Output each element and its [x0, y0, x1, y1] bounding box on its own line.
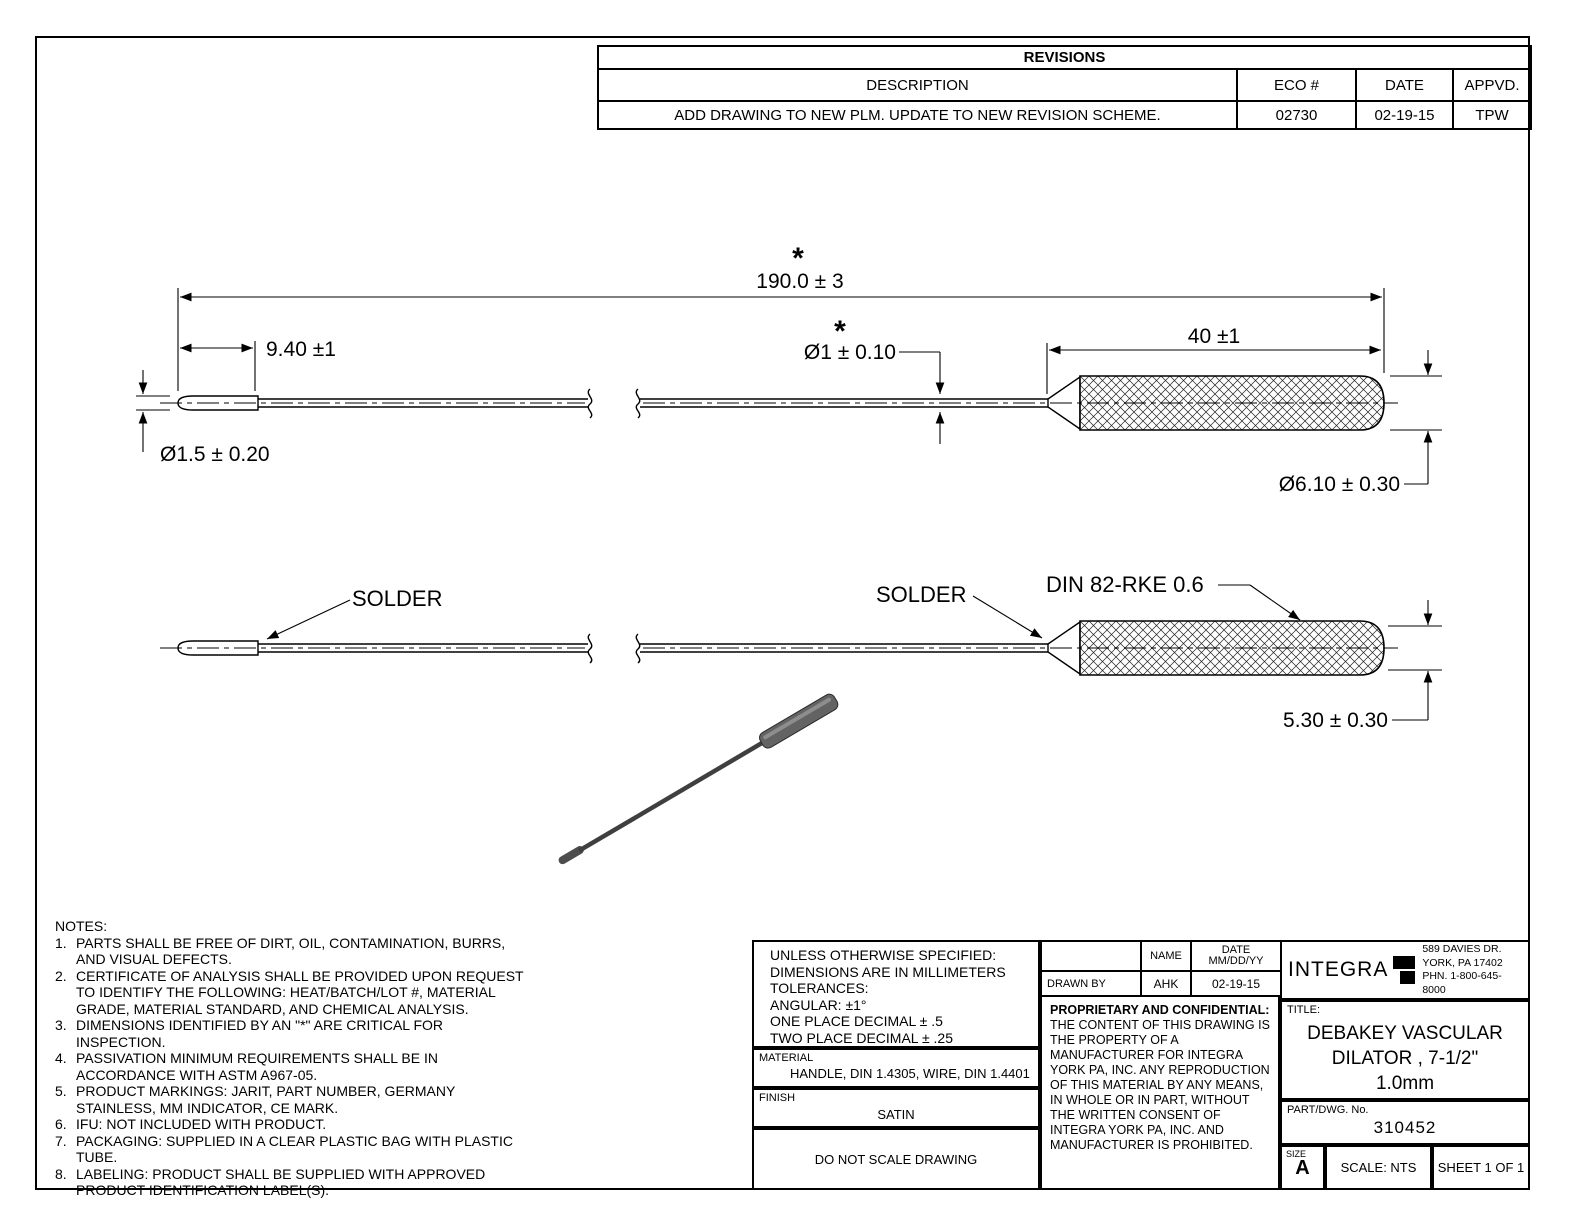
note-item-5 — [55, 1083, 527, 1116]
company-name: INTEGRA — [1288, 958, 1389, 981]
callout-solder-left — [267, 586, 442, 639]
size-label: SIZE — [1286, 1149, 1307, 1159]
scale-box — [1325, 1145, 1432, 1190]
material-box — [752, 1048, 1040, 1088]
do-not-scale-box — [752, 1128, 1040, 1190]
drawn-by-name: AHK — [1141, 971, 1191, 996]
approvals-date-header: DATE MM/DD/YY — [1191, 941, 1281, 971]
dimension-tip-length — [180, 338, 336, 391]
note-item-6 — [55, 1116, 527, 1133]
critical-marker-wire: * — [834, 315, 846, 348]
sheet-value: SHEET 1 OF 1 — [1437, 1160, 1525, 1175]
note-number: 8. — [55, 1165, 67, 1182]
callout-solder-right — [876, 582, 1042, 638]
finish-box — [752, 1088, 1040, 1128]
revisions-header-description: DESCRIPTION — [598, 69, 1237, 101]
title-box — [1280, 1000, 1530, 1100]
dimension-tip-diameter — [136, 370, 270, 466]
revisions-header-appvd: APPVD. — [1453, 69, 1531, 101]
part-number-label: PART/DWG. No. — [1287, 1104, 1369, 1116]
note-text: PASSIVATION MINIMUM REQUIREMENTS SHALL BE IN ACCORDANCE WITH ASTM A967-05. — [76, 1050, 438, 1083]
material-value: HANDLE, DIN 1.4305, WIRE, DIN 1.4401 — [790, 1066, 1030, 1081]
revision-eco: 02730 — [1237, 101, 1356, 129]
note-number: 4. — [55, 1050, 67, 1066]
part-number-value: 310452 — [1373, 1118, 1437, 1137]
size-box — [1280, 1145, 1325, 1190]
note-text: PRODUCT MARKINGS: JARIT, PART NUMBER, GERMANY STAINLESS, MM INDICATOR, CE MARK. — [76, 1083, 456, 1116]
revisions-title: REVISIONS — [598, 46, 1531, 69]
revisions-header-eco: ECO # — [1237, 69, 1356, 101]
proprietary-text: THE CONTENT OF THIS DRAWING IS THE PROPERTY OF A MANUFACTURER FOR INTEGRA YORK PA, INC. ANY REPRODUCTION OF THIS MATERIAL BY ANY MEANS, IN WHOLE OR IN PART, WITHOUT THE WRITTEN CONSENT OF INTEGRA YORK PA, INC. AND MANUFACTURER IS PROHIBITED. — [1050, 1018, 1270, 1152]
company-box — [1280, 940, 1530, 1000]
callout-knurl-spec — [1046, 572, 1300, 620]
dim-handle-length: 40 ±1 — [1187, 325, 1241, 348]
integra-logo-icon — [1393, 954, 1417, 986]
revisions-header-date: DATE — [1356, 69, 1453, 101]
dim-tip-diameter: Ø1.5 ± 0.20 — [160, 443, 270, 466]
dim-overall-length: 190.0 ± 3 — [756, 270, 844, 293]
note-item-3 — [55, 1017, 527, 1050]
company-phone: PHN. 1-800-645-8000 — [1422, 970, 1502, 996]
note-text: LABELING: PRODUCT SHALL BE SUPPLIED WITH APPROVED PRODUCT IDENTIFICATION LABEL(S). — [76, 1165, 486, 1198]
note-number: 1. — [55, 934, 67, 951]
part-number-box — [1280, 1100, 1530, 1145]
tolerance-line: DIMENSIONS ARE IN MILLIMETERS — [770, 963, 1006, 980]
side-view — [160, 621, 1398, 675]
isometric-view — [555, 692, 840, 870]
tolerance-line: TWO PLACE DECIMAL ± .25 — [770, 1029, 953, 1046]
note-text: PARTS SHALL BE FREE OF DIRT, OIL, CONTAMINATION, BURRS, AND VISUAL DEFECTS. — [76, 934, 506, 967]
revision-appvd: TPW — [1453, 101, 1531, 129]
approvals-name-header: NAME — [1141, 941, 1191, 971]
company-address-line1: 589 DAVIES DR. — [1422, 943, 1502, 955]
title-block — [752, 940, 1530, 1190]
tolerance-line: UNLESS OTHERWISE SPECIFIED: — [770, 947, 997, 963]
notes-section — [55, 918, 527, 1199]
note-text: PACKAGING: SUPPLIED IN A CLEAR PLASTIC BAG WITH PLASTIC TUBE. — [76, 1132, 513, 1165]
revision-description: ADD DRAWING TO NEW PLM. UPDATE TO NEW REVISION SCHEME. — [598, 101, 1237, 129]
solder-label-right: SOLDER — [876, 582, 967, 607]
dim-handle-diameter: Ø6.10 ± 0.30 — [1278, 473, 1400, 496]
proprietary-title: PROPRIETARY AND CONFIDENTIAL: — [1050, 1003, 1270, 1017]
note-number: 2. — [55, 967, 67, 984]
drawn-by-date: 02-19-15 — [1191, 971, 1281, 996]
dim-handle-end-diameter: 5.30 ± 0.30 — [1283, 709, 1388, 732]
note-number: 3. — [55, 1017, 67, 1033]
drawn-by-label: DRAWN BY — [1041, 971, 1141, 996]
dimension-overall-length — [178, 242, 1384, 391]
note-text: DIMENSIONS IDENTIFIED BY AN "*" ARE CRITICAL FOR INSPECTION. — [76, 1017, 444, 1050]
approvals-table — [1040, 940, 1282, 997]
note-number: 6. — [55, 1116, 67, 1132]
tolerance-line: ONE PLACE DECIMAL ± .5 — [770, 1013, 943, 1029]
note-item-2 — [55, 968, 527, 1018]
approvals-blank-cell — [1041, 941, 1141, 971]
title-label: TITLE: — [1287, 1004, 1321, 1016]
dimension-wire-diameter — [804, 315, 940, 444]
drawing-title-line1: DEBAKEY VASCULAR — [1307, 1023, 1503, 1044]
finish-label: FINISH — [759, 1092, 796, 1104]
note-text: IFU: NOT INCLUDED WITH PRODUCT. — [76, 1116, 327, 1132]
size-value: A — [1295, 1157, 1310, 1179]
material-label: MATERIAL — [759, 1052, 814, 1064]
dim-tip-length: 9.40 ±1 — [266, 338, 336, 361]
knurl-spec-label: DIN 82-RKE 0.6 — [1046, 572, 1204, 597]
drawing-title-line3: 1.0mm — [1375, 1073, 1435, 1094]
scale-value: SCALE: NTS — [1340, 1160, 1417, 1175]
note-item-4 — [55, 1050, 527, 1083]
sheet-box — [1432, 1145, 1530, 1190]
do-not-scale-text: DO NOT SCALE DRAWING — [814, 1151, 978, 1167]
proprietary-box — [1040, 995, 1280, 1190]
dim-wire-diameter: Ø1 ± 0.10 — [803, 341, 896, 364]
note-number: 7. — [55, 1132, 67, 1149]
tolerance-line: ANGULAR: ±1° — [770, 996, 867, 1013]
note-number: 5. — [55, 1083, 67, 1099]
finish-value: SATIN — [877, 1107, 915, 1122]
revision-date: 02-19-15 — [1356, 101, 1453, 129]
company-address-line2: YORK, PA 17402 — [1422, 956, 1503, 969]
notes-title: NOTES: — [55, 918, 108, 934]
critical-marker-overall: * — [792, 242, 804, 275]
solder-label-left: SOLDER — [352, 586, 443, 611]
note-item-8 — [55, 1166, 527, 1199]
note-text: CERTIFICATE OF ANALYSIS SHALL BE PROVIDED UPON REQUEST TO IDENTIFY THE FOLLOWING: HEAT/BATCH/LOT #, MATERIAL GRADE, MATERIAL STANDARD, AND CHEMICAL ANALYSIS. — [76, 967, 524, 1017]
note-item-1 — [55, 935, 527, 968]
company-address — [1422, 943, 1522, 997]
top-view — [160, 376, 1398, 430]
drawing-title-line2: DILATOR , 7-1/2" — [1331, 1048, 1479, 1069]
note-item-7 — [55, 1133, 527, 1166]
tolerances-box — [752, 940, 1040, 1048]
tolerance-line: TOLERANCES: — [770, 980, 869, 996]
